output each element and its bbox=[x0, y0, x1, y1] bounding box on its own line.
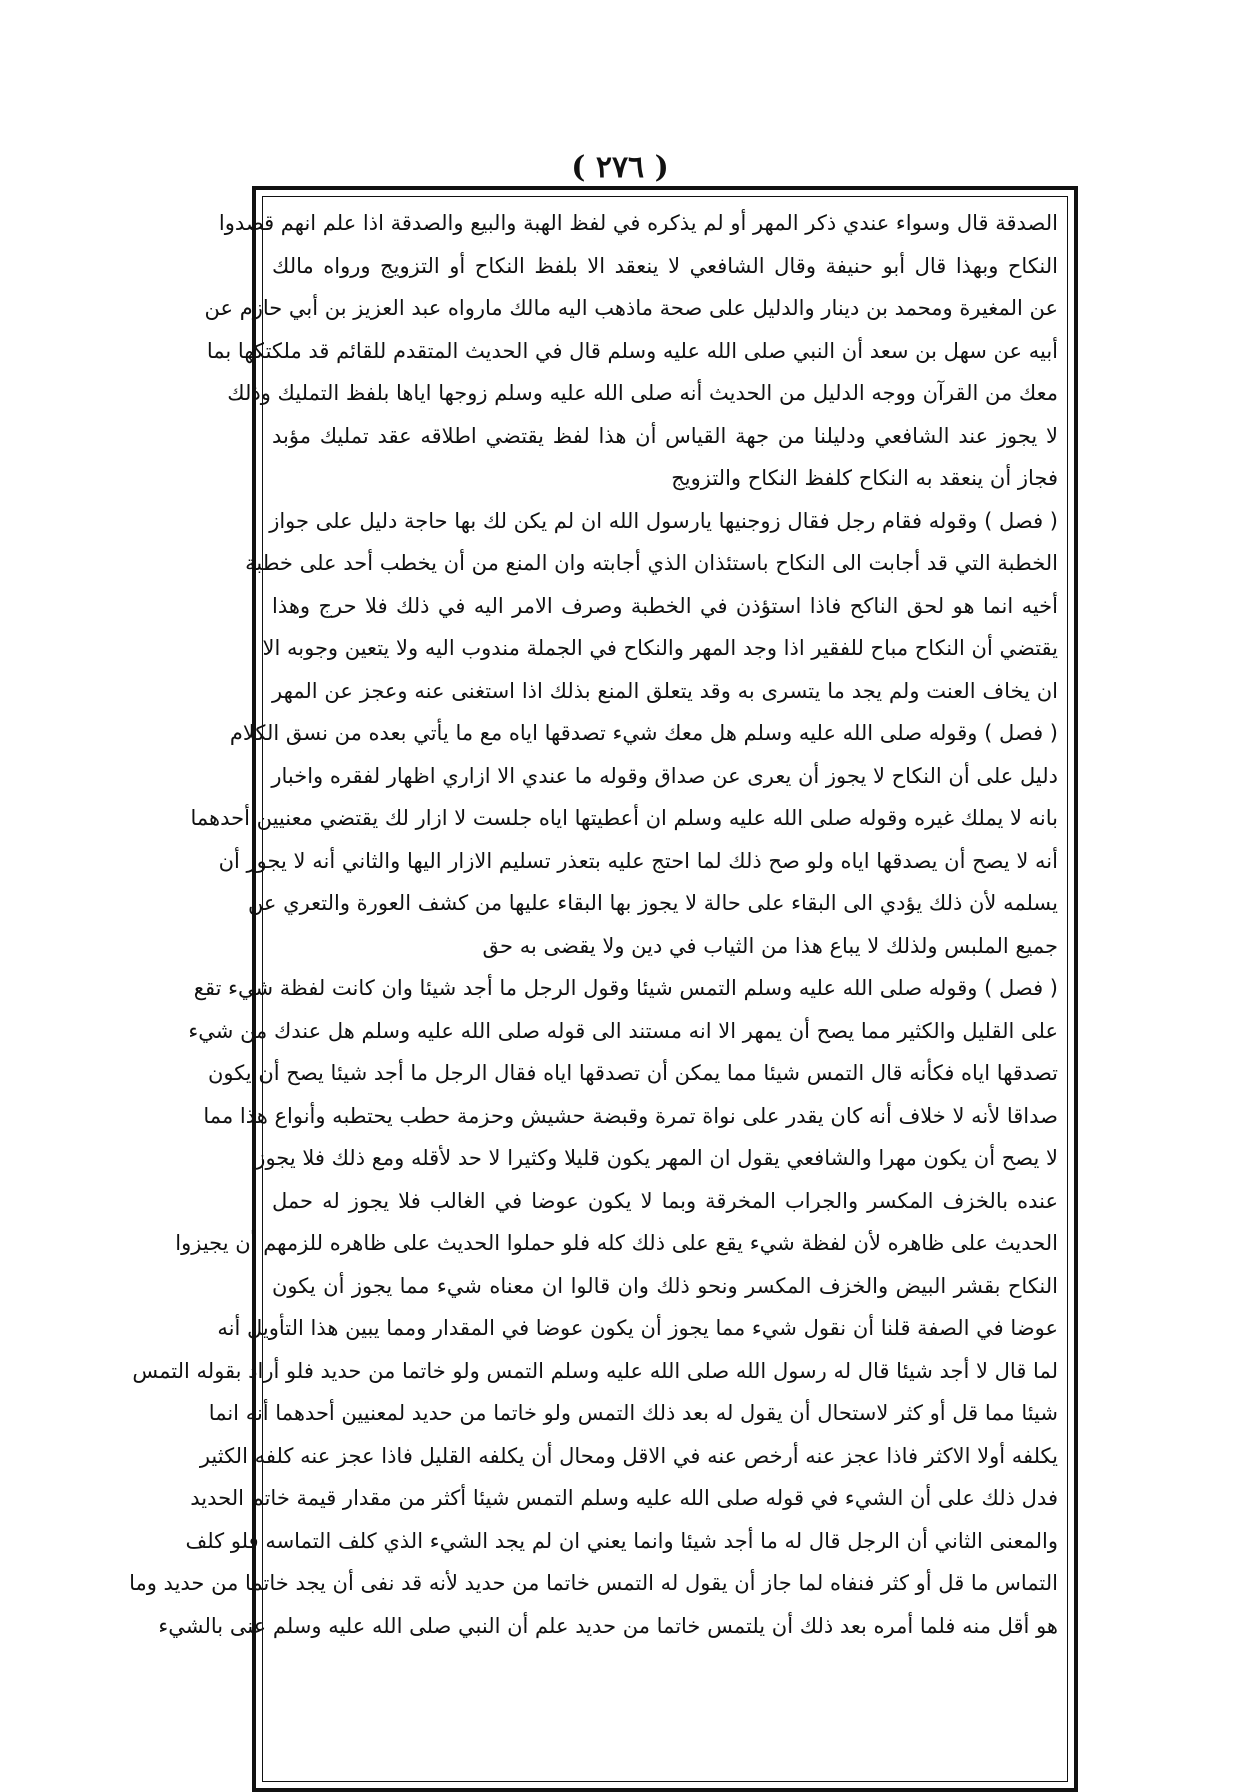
text-line: شيئا مما قل أو كثر لاستحال أن يقول له بعد ذلك التمس ولو خاتما من حديد لمعنيين أحدهما أنه انما bbox=[208, 1401, 1058, 1425]
text-line: أخيه انما هو لحق الناكح فاذا استؤذن في الخطبة وصرف الامر اليه في ذلك فلا حرج وهذا bbox=[272, 593, 1058, 618]
text-line: يقتضي أن النكاح مباح للفقير اذا وجد المهر والنكاح في الجملة مندوب اليه ولا يتعين وجوبه الا bbox=[262, 636, 1058, 660]
text-line: فدل ذلك على أن الشيء في قوله صلى الله عليه وسلم التمس شيئا أكثر من مقدار قيمة خاتم الحديد bbox=[190, 1486, 1058, 1510]
text-line: عوضا في الصفة قلنا أن نقول شيء مما يجوز أن يكون عوضا في المقدار ومما يبين هذا التأويل أنه bbox=[217, 1316, 1058, 1340]
text-line: لا يجوز عند الشافعي ودليلنا من جهة القياس أن هذا لفظ يقتضي اطلاقه عقد تمليك مؤبد bbox=[272, 423, 1058, 448]
text-line: بانه لا يملك غيره وقوله صلى الله عليه وسلم ان أعطيتها اياه جلست لا ازار لك يقتضي معنيين أحدهما bbox=[190, 806, 1058, 830]
text-line: لما قال لا أجد شيئا قال له رسول الله صلى الله عليه وسلم التمس ولو خاتما من حديد فلو أراد بقوله التمس bbox=[132, 1358, 1058, 1383]
page-number: ( ٢٧٦ ) bbox=[571, 150, 669, 185]
text-line: هو أقل منه فلما أمره بعد ذلك أن يلتمس خاتما من حديد علم أن النبي صلى الله عليه وسلم عنى بالشيء bbox=[158, 1613, 1058, 1638]
text-line: ( فصل ) وقوله فقام رجل فقال زوجنيها يارسول الله ان لم يكن لك بها حاجة دليل على جواز bbox=[269, 508, 1058, 533]
body-text bbox=[129, 202, 1058, 1778]
text-line: تصدقها اياه فكأنه قال التمس شيئا مما يمكن أن تصدقها اياه فقال الرجل ما أجد شيئا يصح أن يكون bbox=[207, 1061, 1058, 1085]
text-line: صداقا لأنه لا خلاف أنه كان يقدر على نواة تمرة وقبضة حشيش وحزمة حطب يحتطبه وأنواع هذا مما bbox=[203, 1103, 1058, 1128]
text-line: فجاز أن ينعقد به النكاح كلفظ النكاح والتزويج bbox=[671, 466, 1058, 490]
text-line: النكاح وبهذا قال أبو حنيفة وقال الشافعي لا ينعقد الا بلفظ النكاح أو التزويج ورواه مالك bbox=[272, 253, 1058, 278]
text-line: ( فصل ) وقوله صلى الله عليه وسلم التمس شيئا وقول الرجل ما أجد شيئا وان كانت لفظة شيء تقع bbox=[193, 976, 1058, 1000]
text-line: ان يخاف العنت ولم يجد ما يتسرى به وقد يتعلق المنع بذلك اذا استغنى عنه وعجز عن المهر bbox=[272, 678, 1058, 703]
text-line: يكلفه أولا الاكثر فاذا عجز عنه أرخص عنه في الاقل ومحال أن يكلفه القليل فاذا عجز عنه كلفه الكثير bbox=[199, 1443, 1058, 1468]
text-line: والمعنى الثاني أن الرجل قال له ما أجد شيئا وانما يعني ان لم يجد الشيء الذي كلف التماسه فلو كلف bbox=[185, 1528, 1058, 1553]
text-line: معك من القرآن ووجه الدليل من الحديث أنه صلى الله عليه وسلم زوجها اياها بلفظ التمليك وذلك bbox=[227, 381, 1058, 405]
text-line: الصدقة قال وسواء عندي ذكر المهر أو لم يذكره في لفظ الهبة والبيع والصدقة اذا علم انهم قصدوا bbox=[218, 211, 1058, 235]
text-line: التماس ما قل أو كثر فنفاه لما جاز أن يقول له التمس خاتما من حديد لأنه قد نفى أن يجد خاتما من حديد وما bbox=[129, 1571, 1058, 1595]
text-line: جميع الملبس ولذلك لا يباع هذا من الثياب في دين ولا يقضى به حق bbox=[482, 933, 1058, 958]
text-line: يسلمه لأن ذلك يؤدي الى البقاء على حالة لا يجوز بها البقاء عليها من كشف العورة والتعري عن bbox=[247, 891, 1058, 915]
text-line: أبيه عن سهل بن سعد أن النبي صلى الله عليه وسلم قال في الحديث المتقدم للقائم قد ملكتكها بما bbox=[206, 338, 1058, 363]
text-line: دليل على أن النكاح لا يجوز أن يعرى عن صداق وقوله ما عندي الا ازاري اظهار لفقره واخبار bbox=[271, 763, 1058, 788]
text-line: النكاح بقشر البيض والخزف المكسر ونحو ذلك وان قالوا ان معناه شيء مما يجوز أن يكون bbox=[272, 1273, 1058, 1298]
text-line: على القليل والكثير مما يصح أن يمهر الا انه مستند الى قوله صلى الله عليه وسلم هل عندك من شيء bbox=[188, 1018, 1058, 1043]
text-line: لا يصح أن يكون مهرا والشافعي يقول ان المهر يكون قليلا وكثيرا لا حد لأقله ومع ذلك فلا يجوز bbox=[255, 1146, 1058, 1170]
text-line: ( فصل ) وقوله صلى الله عليه وسلم هل معك شيء تصدقها اياه مع ما يأتي بعده من نسق الكلام bbox=[229, 721, 1058, 745]
text-line: أنه لا يصح أن يصدقها اياه ولو صح ذلك لما احتج عليه بتعذر تسليم الازار اليها والثاني أنه لا يجوز أن bbox=[218, 848, 1058, 873]
text-line: عنده بالخزف المكسر والجراب المخرقة وبما لا يكون عوضا في الغالب فلا يجوز له حمل bbox=[272, 1188, 1058, 1213]
text-line: الخطبة التي قد أجابت الى النكاح باستئذان الذي أجابته وان المنع من أن يخطب أحد على خطبة bbox=[245, 551, 1058, 575]
text-line: عن المغيرة ومحمد بن دينار والدليل على صحة ماذهب اليه مالك مارواه عبد العزيز بن أبي حازم عن bbox=[204, 296, 1058, 320]
text-line: الحديث على ظاهره لأن لفظة شيء يقع على ذلك كله فلو حملوا الحديث على ظاهره للزمهم أن يجيزوا bbox=[175, 1231, 1058, 1255]
